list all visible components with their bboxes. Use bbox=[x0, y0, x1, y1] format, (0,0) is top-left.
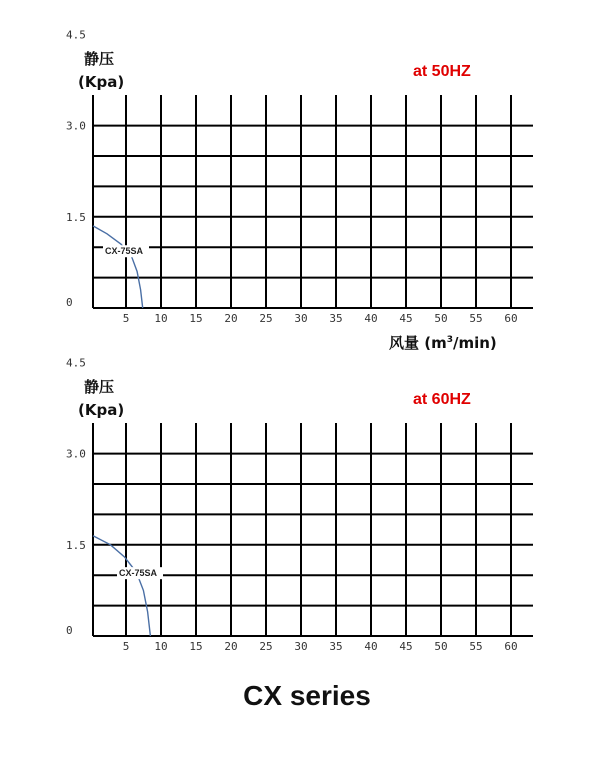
x-tick-label: 20 bbox=[224, 640, 238, 653]
x-tick-label: 60 bbox=[504, 312, 518, 325]
x-tick-label: 40 bbox=[364, 312, 378, 325]
x-tick-label: 15 bbox=[189, 312, 203, 325]
x-tick-label: 50 bbox=[434, 312, 448, 325]
x-tick-label: 55 bbox=[469, 640, 483, 653]
series-label: CX-75SA bbox=[105, 246, 144, 257]
x-tick-label: 10 bbox=[154, 640, 168, 653]
x-tick-label: 25 bbox=[259, 640, 273, 653]
y-tick-label: 3.0 bbox=[66, 447, 86, 461]
y-axis-unit: (Kpa) bbox=[78, 401, 125, 419]
x-tick-label: 35 bbox=[329, 640, 343, 653]
x-tick-label: 25 bbox=[259, 312, 273, 325]
x-tick-label: 5 bbox=[122, 640, 130, 653]
y-tick-label: 0 bbox=[66, 296, 73, 309]
y-tick-label: 4.5 bbox=[66, 356, 86, 370]
x-axis-label: 风量 $(m^3/\min)$ bbox=[389, 334, 497, 352]
x-tick-label: 55 bbox=[469, 312, 483, 325]
x-tick-label: 15 bbox=[189, 640, 203, 653]
y-tick-label: 1.5 bbox=[66, 538, 86, 552]
frequency-label: at 50HZ bbox=[413, 63, 471, 80]
y-tick-label: 4.5 bbox=[66, 28, 86, 42]
series-line bbox=[93, 536, 150, 636]
y-axis-label: 静压 bbox=[84, 50, 115, 68]
frequency-label: at 60HZ bbox=[413, 391, 471, 408]
x-tick-label: 30 bbox=[294, 640, 308, 653]
x-tick-label: 20 bbox=[224, 312, 238, 325]
x-tick-label: 40 bbox=[364, 640, 378, 653]
y-tick-label: 3.0 bbox=[66, 119, 86, 133]
y-tick-label: 1.5 bbox=[66, 210, 86, 224]
series-label: CX-75SA bbox=[119, 568, 158, 579]
x-tick-label: 45 bbox=[399, 640, 413, 653]
series-title: CX series bbox=[243, 680, 371, 711]
x-tick-label: 60 bbox=[504, 640, 518, 653]
x-tick-label: 45 bbox=[399, 312, 413, 325]
series-line bbox=[93, 226, 143, 308]
x-tick-label: 35 bbox=[329, 312, 343, 325]
x-tick-label: 5 bbox=[122, 312, 130, 325]
y-axis-label: 静压 bbox=[84, 378, 115, 396]
x-tick-label: 10 bbox=[154, 312, 168, 325]
x-tick-label: 50 bbox=[434, 640, 448, 653]
y-tick-label: 0 bbox=[66, 624, 73, 637]
y-axis-unit: (Kpa) bbox=[78, 73, 125, 91]
x-tick-label: 30 bbox=[294, 312, 308, 325]
